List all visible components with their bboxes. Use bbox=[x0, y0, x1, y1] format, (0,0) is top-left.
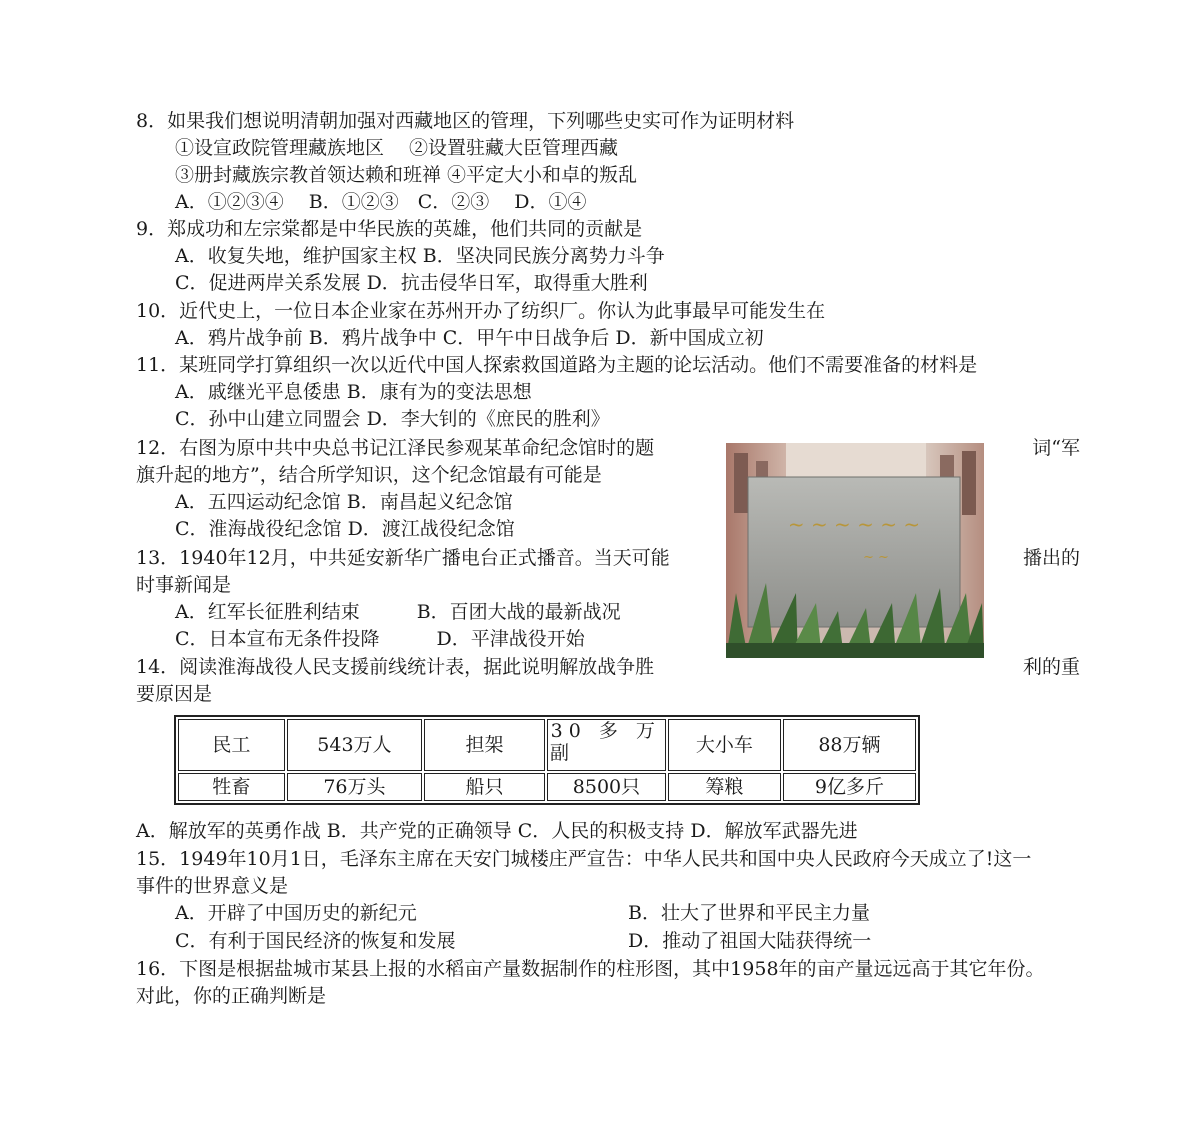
q14-options: A．解放军的英勇作战 B．共产党的正确领导 C．人民的积极支持 D．解放军武器先进 bbox=[136, 820, 858, 842]
q16-stem: 16．下图是根据盐城市某县上报的水稻亩产量数据制作的柱形图，其中1958年的亩产量远远高于其它年份。 bbox=[136, 958, 1045, 980]
q16-stem-2: 对此，你的正确判断是 bbox=[136, 985, 327, 1007]
table-cell: 牲畜 bbox=[178, 773, 285, 801]
table-cell: 大小车 bbox=[668, 719, 781, 771]
q9-options-2: C．促进两岸关系发展 D．抗击侵华日军，取得重大胜利 bbox=[175, 272, 648, 294]
q8-stem: 8．如果我们想说明清朝加强对西藏地区的管理，下列哪些史实可作为证明材料 bbox=[136, 110, 795, 132]
q15-option-c: C．有利于国民经济的恢复和发展 bbox=[175, 930, 456, 952]
q12-stem-2: 旗升起的地方”，结合所学知识，这个纪念馆最有可能是 bbox=[136, 464, 602, 486]
q15-option-a: A．开辟了中国历史的新纪元 bbox=[175, 902, 417, 924]
table-cell: 76万头 bbox=[287, 773, 422, 801]
table-row bbox=[178, 719, 916, 771]
table-cell: 9亿多斤 bbox=[783, 773, 916, 801]
q15-stem: 15．1949年10月1日，毛泽东主席在天安门城楼庄严宣告：中华人民共和国中央人民政府今天成立了!这一 bbox=[136, 848, 1032, 870]
q14-stem-right: 利的重 bbox=[1022, 656, 1080, 678]
q12-options-1: A．五四运动纪念馆 B．南昌起义纪念馆 bbox=[175, 491, 513, 513]
memorial-stone-image bbox=[726, 443, 984, 658]
q11-options-1: A．戚继光平息倭患 B．康有为的变法思想 bbox=[175, 381, 532, 403]
table-cell: 筹粮 bbox=[668, 773, 781, 801]
table-cell: 88万辆 bbox=[783, 719, 916, 771]
q13-options-2: C．日本宣布无条件投降 D．平津战役开始 bbox=[175, 628, 585, 650]
inscription-text: ~ ~ ~ ~ ~ ~ bbox=[787, 512, 921, 536]
table-cell: 8500只 bbox=[547, 773, 666, 801]
q8-choices-1: ①设宣政院管理藏族地区 ②设置驻藏大臣管理西藏 bbox=[175, 137, 619, 159]
table-row bbox=[178, 773, 916, 801]
q12-stem: 12．右图为原中共中央总书记江泽民参观某革命纪念馆时的题 bbox=[136, 437, 655, 459]
q10-stem: 10．近代史上，一位日本企业家在苏州开办了纺织厂。你认为此事最早可能发生在 bbox=[136, 300, 826, 322]
memorial-photo bbox=[726, 443, 984, 658]
support-statistics-table bbox=[174, 715, 920, 805]
table-cell-line: 30 多 万 bbox=[550, 720, 661, 742]
q12-stem-right: 词“军 bbox=[1032, 437, 1080, 459]
svg-text:~ ~: ~ ~ bbox=[863, 550, 889, 565]
q13-stem-2: 时事新闻是 bbox=[136, 574, 232, 596]
table-cell: 民工 bbox=[178, 719, 285, 771]
q10-options: A．鸦片战争前 B．鸦片战争中 C．甲午中日战争后 D．新中国成立初 bbox=[175, 327, 764, 349]
q13-options-1: A．红军长征胜利结束 B．百团大战的最新战况 bbox=[175, 601, 621, 623]
q11-stem: 11．某班同学打算组织一次以近代中国人探索救国道路为主题的论坛活动。他们不需要准备的材料是 bbox=[136, 354, 978, 376]
q14-stem: 14．阅读淮海战役人民支援前线统计表，据此说明解放战争胜 bbox=[136, 656, 655, 678]
table-cell: 船只 bbox=[424, 773, 545, 801]
q15-option-b: B．壮大了世界和平民主力量 bbox=[628, 902, 870, 924]
q9-options-1: A．收复失地，维护国家主权 B．坚决同民族分离势力斗争 bbox=[175, 245, 665, 267]
q11-options-2: C．孙中山建立同盟会 D．李大钊的《庶民的胜利》 bbox=[175, 408, 610, 430]
q14-stem-2: 要原因是 bbox=[136, 683, 213, 705]
table-cell bbox=[547, 719, 666, 771]
q13-stem: 13．1940年12月，中共延安新华广播电台正式播音。当天可能 bbox=[136, 547, 670, 569]
q9-stem: 9．郑成功和左宗棠都是中华民族的英雄，他们共同的贡献是 bbox=[136, 218, 643, 240]
table-cell: 担架 bbox=[424, 719, 545, 771]
q15-option-d: D．推动了祖国大陆获得统一 bbox=[628, 930, 872, 952]
q8-choices-2: ③册封藏族宗教首领达赖和班禅 ④平定大小和卓的叛乱 bbox=[175, 164, 638, 186]
q13-stem-right: 播出的 bbox=[1022, 547, 1080, 569]
q12-options-2: C．淮海战役纪念馆 D．渡江战役纪念馆 bbox=[175, 518, 515, 540]
table-cell-line: 副 bbox=[549, 742, 569, 764]
table-cell: 543万人 bbox=[287, 719, 422, 771]
q8-options: A．①②③④ B．①②③ C．②③ D．①④ bbox=[175, 191, 587, 213]
q15-stem-2: 事件的世界意义是 bbox=[136, 875, 289, 897]
